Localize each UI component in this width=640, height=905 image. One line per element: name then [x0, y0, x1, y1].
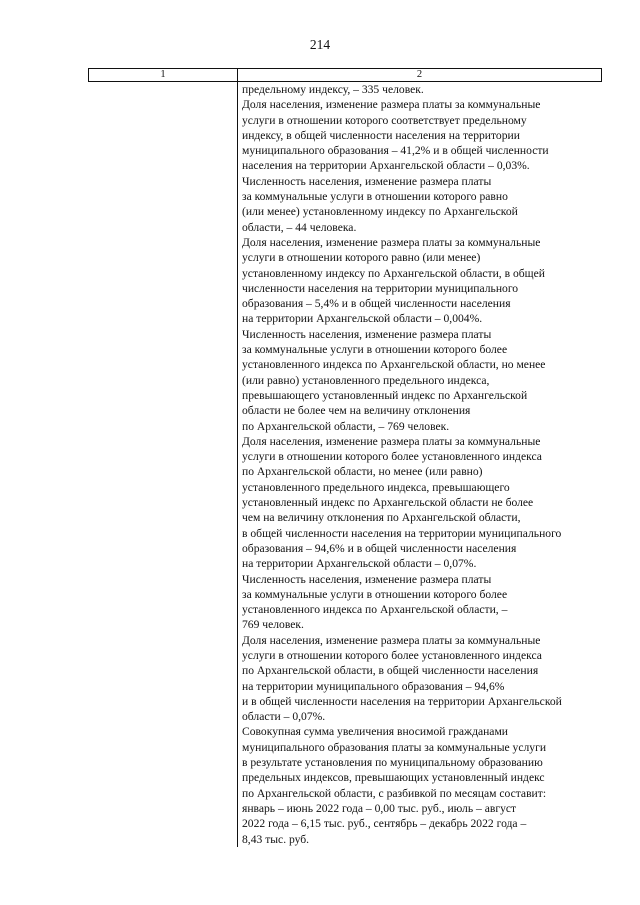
table-cell-empty [89, 82, 238, 847]
table-header-col-1: 1 [89, 69, 238, 82]
text-line: в общей численности населения на территории муниципального [242, 526, 562, 540]
table-cell-text [238, 82, 602, 847]
text-line: 2022 года – 6,15 тыс. руб., сентябрь – декабрь 2022 года – [242, 817, 527, 831]
text-line: численности населения на территории муниципального [242, 281, 519, 295]
text-line: установленному индексу по Архангельской области, в общей [242, 266, 545, 280]
text-line: на территории Архангельской области – 0,004%. [242, 312, 483, 326]
text-line: установленного индекса по Архангельской области, но менее [242, 358, 546, 372]
text-line: области – 0,07%. [242, 710, 326, 724]
text-line: муниципального образования – 41,2% и в общей численности [242, 144, 549, 158]
document-table [88, 68, 602, 847]
text-line: по Архангельской области, с разбивкой по месяцам составит: [242, 786, 547, 800]
text-block [238, 82, 602, 847]
text-line: установленный индекс по Архангельской области не более [242, 496, 534, 510]
text-line: предельному индексу, – 335 человек. [242, 83, 424, 96]
text-line: Доля населения, изменение размера платы за коммунальные [242, 633, 541, 647]
text-line: январь – июнь 2022 года – 0,00 тыс. руб., июль – август [242, 801, 517, 815]
text-line: чем на величину отклонения по Архангельской области, [242, 511, 521, 525]
text-line: Доля населения, изменение размера платы за коммунальные [242, 235, 541, 249]
text-line: Доля населения, изменение размера платы за коммунальные [242, 434, 541, 448]
text-line: на территории муниципального образования – 94,6% [242, 679, 505, 693]
text-line: населения на территории Архангельской области – 0,03%. [242, 159, 530, 173]
text-line: Доля населения, изменение размера платы за коммунальные [242, 98, 541, 112]
text-line: образования – 94,6% и в общей численности населения [242, 541, 517, 555]
text-line: (или равно) установленного предельного индекса, [242, 373, 490, 387]
text-line: на территории Архангельской области – 0,07%. [242, 557, 477, 571]
text-line: и в общей численности населения на территории Архангельской [242, 694, 562, 708]
text-line: 769 человек. [242, 618, 304, 632]
text-line: услуги в отношении которого более установленного индекса [242, 648, 542, 662]
text-line: Численность населения, изменение размера платы [242, 174, 492, 188]
text-line: установленного предельного индекса, превышающего [242, 480, 510, 494]
text-line: за коммунальные услуги в отношении которого более [242, 343, 508, 357]
table-header-col-2: 2 [238, 69, 602, 82]
text-line: 8,43 тыс. руб. [242, 832, 310, 846]
text-line: Численность населения, изменение размера платы [242, 572, 492, 586]
text-line: установленного индекса по Архангельской области, – [242, 603, 508, 617]
text-line: превышающего установленный индекс по Архангельской [242, 388, 528, 402]
text-line: по Архангельской области, в общей численности населения [242, 664, 539, 678]
table-header-row [89, 69, 602, 82]
text-line: индексу, в общей численности населения на территории [242, 128, 520, 142]
text-line: образования – 5,4% и в общей численности населения [242, 297, 511, 311]
text-line: Численность населения, изменение размера платы [242, 327, 492, 341]
text-line: услуги в отношении которого более установленного индекса [242, 450, 542, 464]
text-line: по Архангельской области, но менее (или равно) [242, 465, 483, 479]
text-line: области не более чем на величину отклонения [242, 404, 471, 418]
text-line: области, – 44 человека. [242, 220, 357, 234]
text-line: муниципального образования платы за коммунальные услуги [242, 740, 547, 754]
text-line: услуги в отношении которого равно (или менее) [242, 251, 481, 265]
text-line: за коммунальные услуги в отношении которого равно [242, 190, 508, 204]
text-line: Совокупная сумма увеличения вносимой гражданами [242, 725, 508, 739]
text-line: (или менее) установленному индексу по Архангельской [242, 205, 518, 219]
text-line: услуги в отношении которого соответствует предельному [242, 113, 527, 127]
text-line: за коммунальные услуги в отношении которого более [242, 587, 508, 601]
text-line: предельных индексов, превышающих установленный индекс [242, 771, 545, 785]
table-body-row [89, 82, 602, 847]
text-line: по Архангельской области, – 769 человек. [242, 419, 450, 433]
page-number: 214 [309, 37, 331, 52]
text-line: в результате установления по муниципальному образованию [242, 756, 543, 770]
